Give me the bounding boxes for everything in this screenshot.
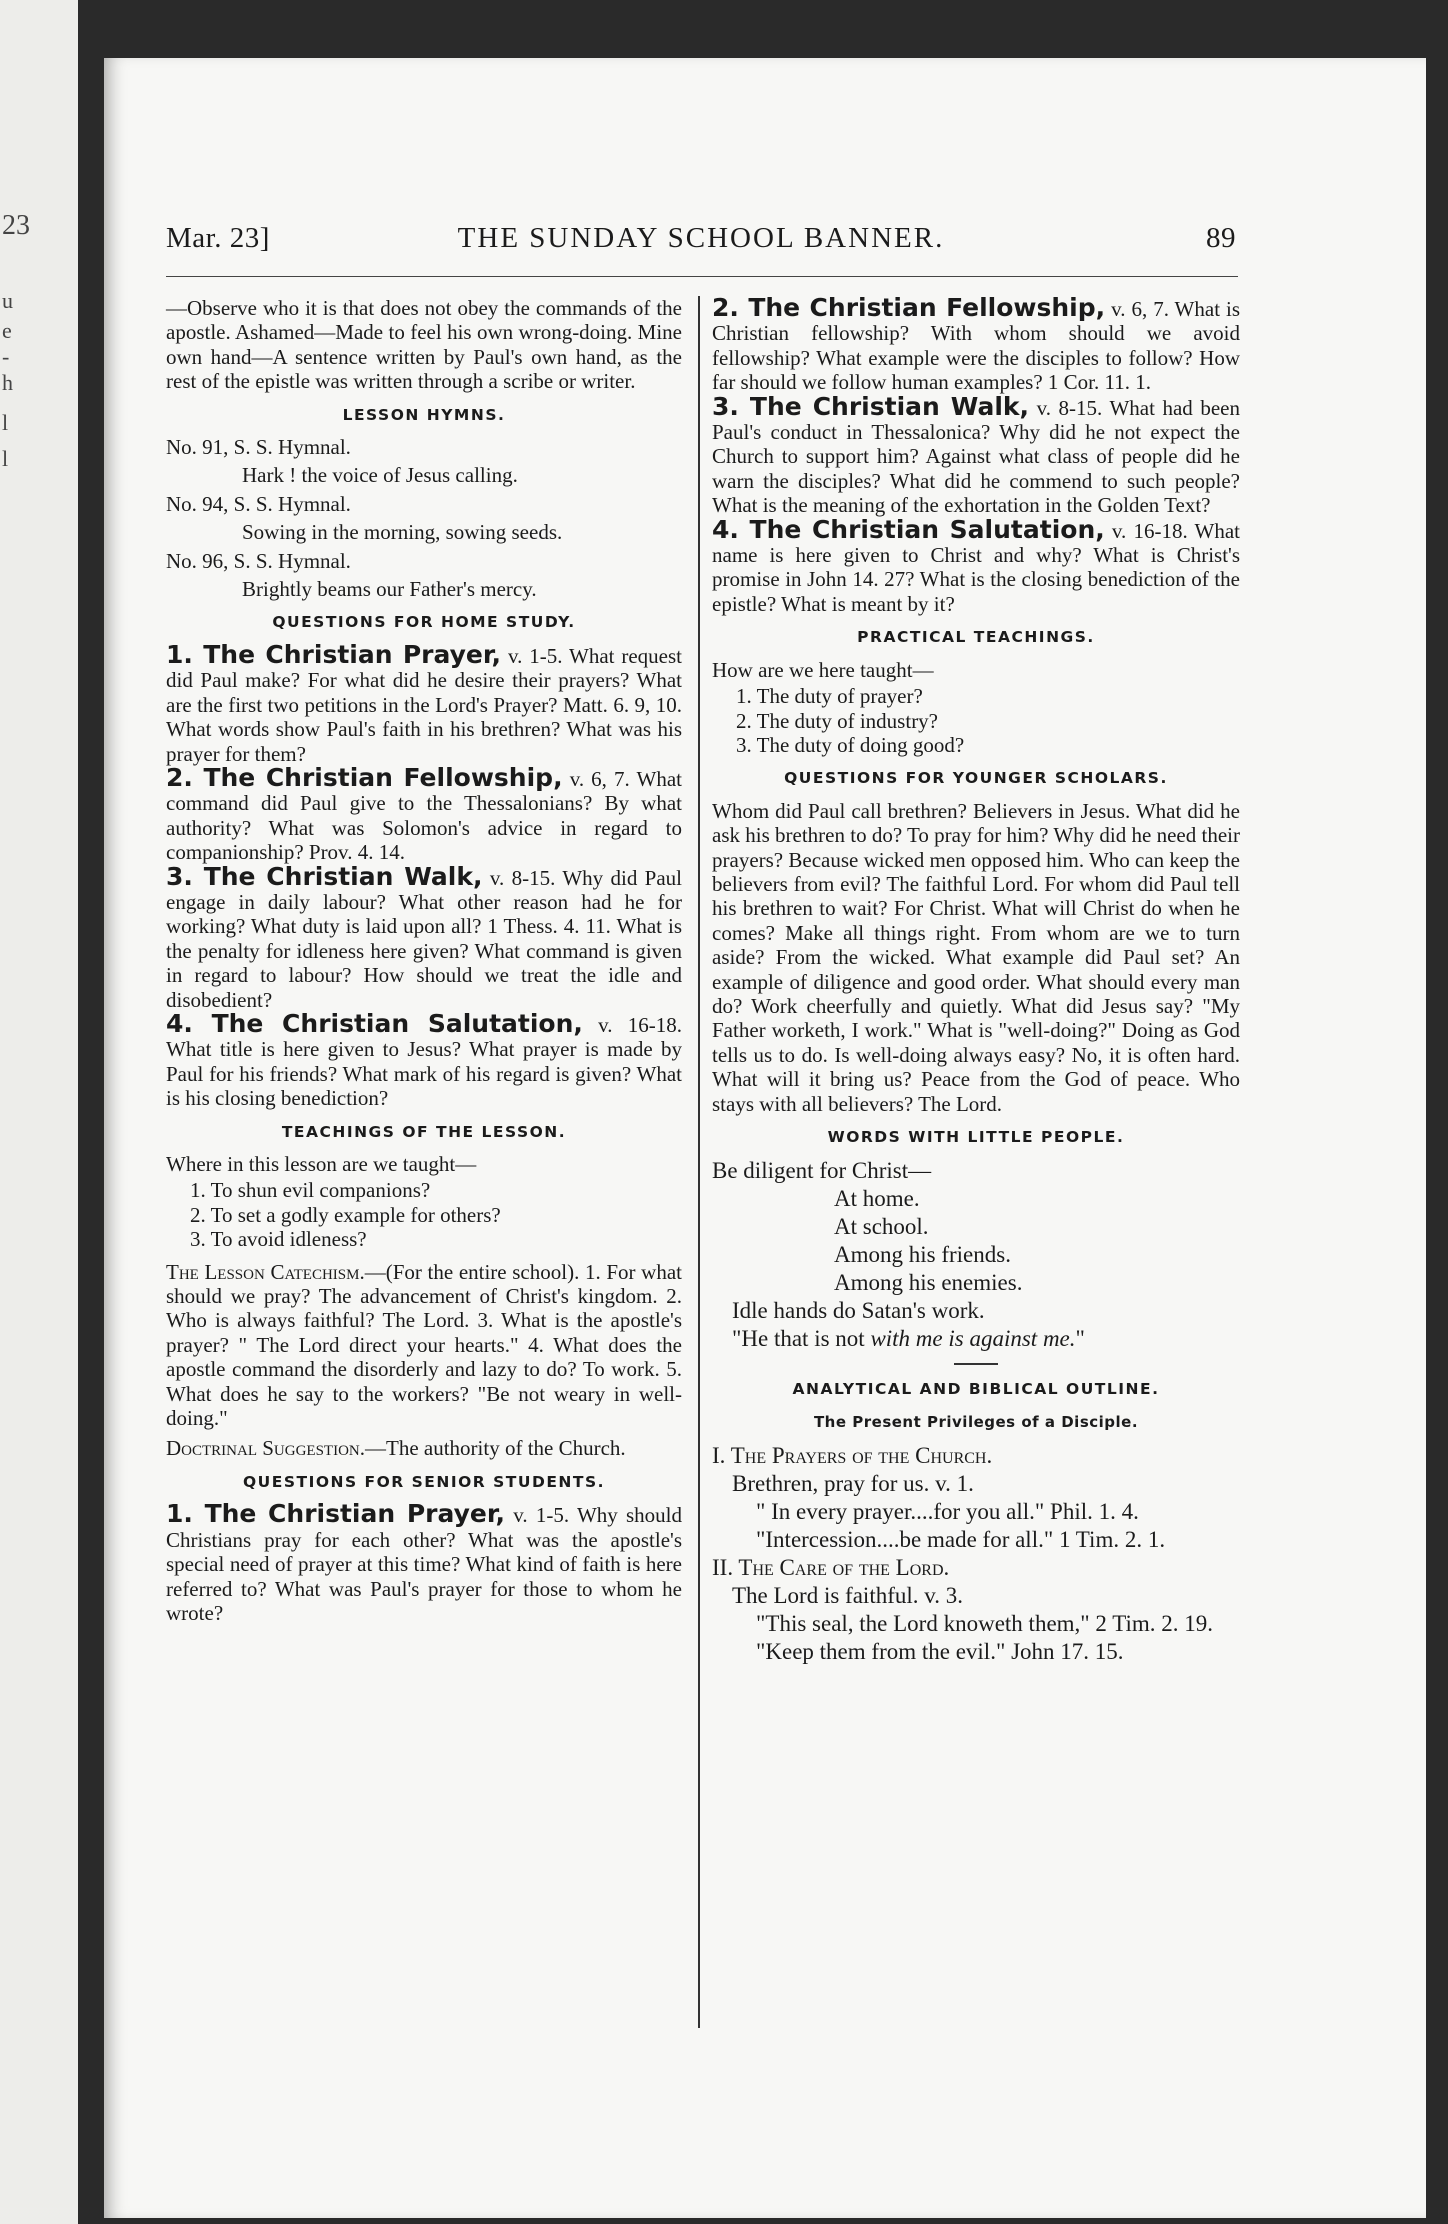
list-item: 1. The duty of prayer? [736,684,923,709]
list-item: 1. To shun evil companions? [190,1178,431,1203]
words-line: At school. [834,1214,929,1240]
prev-page-fragment: l [2,410,9,435]
outline-quote: " In every prayer....for you all." Phil. 1. 4. [756,1499,1139,1525]
outline-line: Brethren, pray for us. v. 1. [732,1471,974,1497]
header-title: THE SUNDAY SCHOOL BANNER. [457,222,945,254]
doctrinal-text: —The authority of the Church. [365,1436,626,1461]
hymn-line: Brightly beams our Father's mercy. [242,577,537,602]
verse-ref: v. 6, 7. [569,766,630,791]
quote-italic: with me is against me. [870,1326,1076,1352]
doctrinal-label: Doctrinal Suggestion. [166,1436,365,1461]
question-block [712,391,1240,518]
list-item: 2. The duty of industry? [736,708,939,733]
question-title: 1. The Christian Prayer, [166,639,502,669]
verse-ref: v. 1-5. [513,1503,570,1528]
catechism-paragraph [166,1260,682,1431]
doctrinal-paragraph [166,1436,682,1460]
left-column [166,296,682,1625]
verse-ref: v. 8-15. [1036,395,1103,420]
question-text: Why did Paul engage in daily labour? What other reason had he for working? What duty is laid upon all? 1 Thess. 4. 11. What is the penalty for idleness here given? What command is given in regard to labour? How should we treat the idle and disobedient? [166,865,683,1012]
question-text: What name is here given to Christ and why? What is Christ's promise in John 14. 27? What is the closing benediction of the epistle? What is meant by it? [712,518,1240,616]
outline-section-title: II. The Care of the Lord. [712,1555,950,1581]
catechism-text: —(For the entire school). 1. For what should we pray? The advancement of Christ's kingdom. 2. Who is always faithful? The Lord. 3. What is the apostle's prayer? " The Lord direct your hearts." 4. What does the apostle command the disorderly and lazy to do? To work. 5. What does he say to the workers? "Be not weary in well-doing." [166,1259,682,1431]
question-text: What request did Paul make? For what did he desire their prayers? What are the first two petitions in the Lord's Prayer? Matt. 6. 9, 10. What words show Paul's faith in his brethren? What was his prayer for them? [166,643,683,766]
lesson-hymns-heading: LESSON HYMNS. [342,405,506,424]
question-title: 4. The Christian Salutation, [166,1008,583,1038]
verse-ref: v. 8-15. [489,865,556,890]
practical-teachings-heading: PRACTICAL TEACHINGS. [857,628,1095,647]
teachings-intro: Where in this lesson are we taught— [166,1152,477,1176]
question-title: 4. The Christian Salutation, [712,514,1105,544]
hymn-number: No. 91, S. S. Hymnal. [166,435,351,460]
page-number: 89 [1206,222,1236,254]
question-title: 1. The Christian Prayer, [166,1499,506,1529]
senior-students-heading: QUESTIONS FOR SENIOR STUDENTS. [242,1472,606,1491]
prev-page-fragment: l [2,446,9,471]
right-column [712,293,1240,1666]
list-item: 3. The duty of doing good? [736,732,965,757]
question-title: 2. The Christian Fellowship, [712,293,1106,322]
outline-heading: ANALYTICAL AND BIBLICAL OUTLINE. [792,1380,1160,1399]
question-block [166,762,683,865]
verse-ref: v. 16-18. [1111,518,1188,543]
question-block [166,639,683,766]
hymn-number: No. 94, S. S. Hymnal. [166,491,351,516]
outline-quote: "Intercession....be made for all." 1 Tim. 2. 1. [756,1527,1166,1553]
prev-page-fragment: - [2,344,10,369]
hymn-line: Sowing in the morning, sowing seeds. [242,520,563,545]
question-text: Why should Christians pray for each other? What was the apostle's special need of prayer at this time? What kind of faith is here referred to? What was Paul's prayer for those to whom he wrote? [166,1503,683,1625]
verse-ref: v. 1-5. [507,643,563,668]
header-date: Mar. 23] [166,222,270,254]
younger-scholars-heading: QUESTIONS FOR YOUNGER SCHOLARS. [784,769,1168,788]
quote-end: " [1075,1326,1085,1352]
question-text: What is Christian fellowship? With whom should we avoid fellowship? What example were the disciples to follow? How far should we follow human examples? 1 Cor. 11. 1. [712,297,1240,395]
words-intro: Be diligent for Christ— [712,1158,932,1184]
hymn-line: Hark ! the voice of Jesus calling. [242,463,518,488]
outline-subheading: The Present Privileges of a Disciple. [813,1412,1139,1431]
question-block [712,514,1240,617]
list-item: 3. To avoid idleness? [190,1227,367,1252]
prev-page-fragment: h [2,370,13,395]
younger-paragraph: Whom did Paul call brethren? Believers in Jesus. What did he ask his brethren to do? To pray for him? Why did he need their prayers? Because wicked men opposed him. Who can keep the believers from evil? The faithful Lord. For whom did Paul tell his brethren to wait? For Christ. What will Christ do when he comes? Make all things right. From whom are we to turn aside? From the wicked. What example did Paul set? An example of diligence and good order. What should every man do? Work cheerfully and quietly. What did Jesus say? "My Father worketh, I work." What is "well-doing?" Doing as God tells us to do. Is well-doing always easy? No, it is often hard. What will it bring us? Peace from the God of peace. Who stays with all believers? The Lord. [712,798,1240,1116]
question-block [166,1008,682,1111]
practical-list [736,684,1240,757]
words-line: Among his friends. [834,1242,1011,1268]
outline-line: The Lord is faithful. v. 3. [732,1583,964,1609]
page-header [166,222,1236,262]
teachings-heading: TEACHINGS OF THE LESSON. [281,1122,567,1141]
prev-page-fragment: 23 [2,210,30,241]
verse-ref: v. 16-18. [598,1012,682,1037]
question-title: 3. The Christian Walk, [712,391,1030,421]
outline-section-title: I. The Prayers of the Church. [712,1443,993,1469]
outline-quote: "Keep them from the evil." John 17. 15. [756,1639,1124,1665]
prev-page-fragment: u [2,288,13,313]
column-divider [698,296,700,2028]
question-title: 2. The Christian Fellowship, [166,762,563,792]
words-line: At home. [834,1186,920,1212]
practical-intro: How are we here taught— [712,657,934,682]
home-study-heading: QUESTIONS FOR HOME STUDY. [272,613,576,632]
catechism-label: The Lesson Catechism. [166,1259,365,1284]
words-idle: Idle hands do Satan's work. [732,1298,985,1324]
words-line: Among his enemies. [834,1270,1023,1296]
question-title: 3. The Christian Walk, [166,861,483,891]
question-text: What title is here given to Jesus? What prayer is made by Paul for his friends? What mark of his regard is given? What is his closing benediction? [166,1037,682,1111]
words-quote [712,1325,1240,1353]
little-people-heading: WORDS WITH LITTLE PEOPLE. [827,1128,1125,1146]
outline-quote: "This seal, the Lord knoweth them," 2 Tim. 2. 19. [756,1611,1214,1637]
previous-page-edge [0,0,78,2224]
question-text: What command did Paul give to the Thessalonians? By what authority? What was Solomon's advice in regard to companionship? Prov. 4. 14. [166,766,683,865]
section-rule [954,1363,998,1365]
outline [712,1442,1240,1666]
teachings-list [190,1178,682,1251]
question-block [166,1499,683,1625]
question-text: What had been Paul's conduct in Thessalonica? Why did he not expect the Church to support him? Against what class of people did he warn the disciples? What did he commend to such people? What is the meaning of the exhortation in the Golden Text? [712,395,1240,518]
question-block [166,861,683,1012]
question-block [712,293,1240,395]
header-rule [166,276,1238,277]
prev-page-fragment: e [2,318,12,343]
hymn-number: No. 96, S. S. Hymnal. [166,548,351,573]
verse-ref: v. 6, 7. [1111,297,1169,321]
quote-start: "He that is not [732,1326,871,1352]
list-item: 2. To set a godly example for others? [190,1202,501,1227]
intro-paragraph: —Observe who it is that does not obey the commands of the apostle. Ashamed—Made to feel his own wrong-doing. Mine own hand—A sentence written by Paul's own hand, as the rest of the epistle was written through a scribe or writer. [166,296,682,394]
